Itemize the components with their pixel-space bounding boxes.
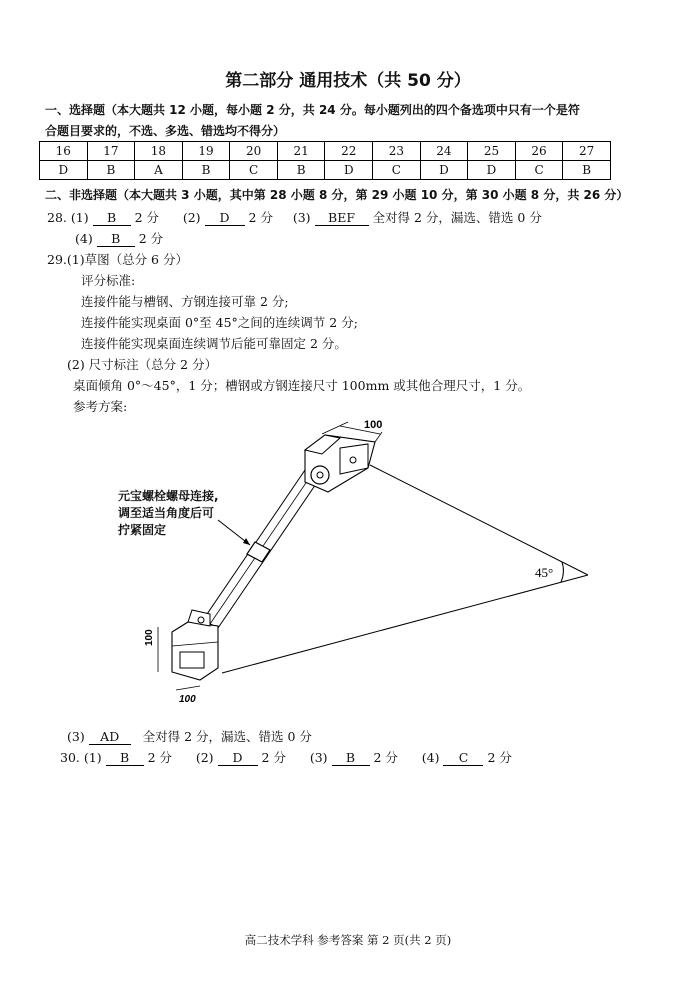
answer-table-number-row bbox=[40, 142, 611, 161]
bottom-bracket bbox=[172, 622, 218, 680]
table-cell: B bbox=[277, 161, 325, 180]
q28-p4-answer: B bbox=[97, 232, 135, 247]
table-cell: 23 bbox=[373, 142, 421, 161]
q28-p3-label: (3) bbox=[292, 210, 311, 225]
q30-p4-label: (4) bbox=[421, 750, 440, 765]
q29-p2-text: 桌面倾角 0°～45°，1 分；槽钢或方钢连接尺寸 100mm 或其他合理尺寸，1 分。 bbox=[73, 378, 531, 393]
bottom-pivot-icon bbox=[198, 617, 204, 623]
page-title: 第二部分 通用技术（共 50 分） bbox=[225, 71, 471, 91]
table-cell: 18 bbox=[135, 142, 183, 161]
dim-line-bottom bbox=[176, 686, 200, 690]
table-cell: C bbox=[373, 161, 421, 180]
q30-p2-answer: D bbox=[218, 751, 258, 766]
bolt-hole-icon bbox=[350, 457, 356, 463]
pivot-hole-icon bbox=[317, 472, 323, 478]
angle-arc bbox=[561, 562, 563, 582]
q29-reference-label: 参考方案: bbox=[73, 399, 128, 414]
table-cell: 20 bbox=[230, 142, 278, 161]
q30-p3-answer: B bbox=[332, 751, 370, 766]
q28-p4-score: 2 分 bbox=[138, 231, 164, 246]
channel-slot bbox=[180, 652, 204, 668]
dim-ext-line bbox=[322, 422, 348, 434]
q28-line2 bbox=[75, 229, 163, 247]
table-cell: D bbox=[325, 161, 373, 180]
q28-p1-answer: B bbox=[93, 211, 131, 226]
dim-bottom-label: 100 bbox=[179, 694, 196, 705]
q30-line bbox=[60, 748, 512, 766]
q30-p1-score: 2 分 bbox=[147, 750, 172, 765]
reference-design-figure bbox=[100, 420, 600, 710]
table-cell: 27 bbox=[563, 142, 611, 161]
table-cell: D bbox=[468, 161, 516, 180]
table-cell: C bbox=[230, 161, 278, 180]
q28-p2-answer: D bbox=[205, 211, 245, 226]
section1-heading-line2: 合题目要求的，不选、多选、错选均不得分） bbox=[45, 124, 286, 138]
q29-head: 29.(1)草图（总分 6 分） bbox=[47, 252, 188, 267]
table-cell: 17 bbox=[87, 142, 135, 161]
page-footer: 高二技术学科 参考答案 第 2 页(共 2 页) bbox=[244, 933, 452, 947]
table-cell: 24 bbox=[420, 142, 468, 161]
q30-p1-label: (1) bbox=[83, 750, 102, 765]
q28-p2-label: (2) bbox=[182, 210, 201, 225]
q30-p2-score: 2 分 bbox=[261, 750, 286, 765]
q30-p4-answer: C bbox=[443, 751, 483, 766]
q29-p3-line bbox=[67, 727, 312, 745]
q28-p4-label: (4) bbox=[75, 231, 93, 246]
figure-note-line3: 拧紧固定 bbox=[118, 523, 167, 537]
table-cell: 22 bbox=[325, 142, 373, 161]
q30-p4-score: 2 分 bbox=[487, 750, 512, 765]
table-cell: A bbox=[135, 161, 183, 180]
q29-p3-score: 全对得 2 分，漏选、错选 0 分 bbox=[142, 729, 312, 744]
q28-p2-score: 2 分 bbox=[248, 210, 273, 225]
q29-criterion-2: 连接件能实现桌面 0°至 45°之间的连续调节 2 分; bbox=[81, 315, 358, 330]
q28-p3-answer: BEF bbox=[315, 211, 369, 226]
q28-number: 28. bbox=[47, 210, 67, 225]
q30-p3-score: 2 分 bbox=[373, 750, 398, 765]
figure-note-line1: 元宝螺栓螺母连接, bbox=[118, 489, 219, 503]
section1-heading-line1: 一、选择题（本大题共 12 小题，每小题 2 分，共 24 分。每小题列出的四个备选项中只有一个是符 bbox=[45, 103, 580, 117]
q28-p3-score: 全对得 2 分，漏选、错选 0 分 bbox=[372, 210, 542, 225]
desk-top-line bbox=[370, 465, 588, 575]
q29-criterion-1: 连接件能与槽钢、方钢连接可靠 2 分; bbox=[81, 294, 289, 309]
base-line bbox=[222, 575, 588, 673]
figure-note-line2: 调至适当角度后可 bbox=[118, 506, 215, 520]
section2-heading: 二、非选择题（本大题共 3 小题，其中第 28 小题 8 分，第 29 小题 10 分，第 30 小题 8 分，共 26 分） bbox=[45, 188, 629, 202]
q30-p2-label: (2) bbox=[195, 750, 214, 765]
q29-p2-head: (2) 尺寸标注（总分 2 分） bbox=[67, 357, 218, 372]
table-cell: 16 bbox=[40, 142, 88, 161]
table-cell: B bbox=[87, 161, 135, 180]
table-cell: 26 bbox=[515, 142, 563, 161]
figure-note bbox=[118, 488, 219, 539]
answer-table-answer-row bbox=[40, 161, 611, 180]
dim-side-label: 100 bbox=[144, 629, 155, 646]
arrow-head-icon bbox=[243, 538, 250, 545]
q30-p3-label: (3) bbox=[309, 750, 328, 765]
q29-p3-label: (3) bbox=[67, 729, 85, 744]
q28-line1 bbox=[47, 208, 542, 226]
answer-table bbox=[39, 141, 611, 180]
q29-criteria-label: 评分标准: bbox=[81, 273, 136, 288]
table-cell: C bbox=[515, 161, 563, 180]
dim-top-label: 100 bbox=[364, 420, 383, 431]
table-cell: 25 bbox=[468, 142, 516, 161]
table-cell: D bbox=[420, 161, 468, 180]
angle-label: 45° bbox=[535, 565, 554, 580]
q28-p1-score: 2 分 bbox=[134, 210, 159, 225]
table-cell: 19 bbox=[182, 142, 230, 161]
table-cell: B bbox=[563, 161, 611, 180]
table-cell: 21 bbox=[277, 142, 325, 161]
q29-p3-answer: AD bbox=[89, 730, 131, 745]
table-cell: B bbox=[182, 161, 230, 180]
q30-p1-answer: B bbox=[106, 751, 144, 766]
q28-p1-label: (1) bbox=[70, 210, 89, 225]
q29-criterion-3: 连接件能实现桌面连续调节后能可靠固定 2 分。 bbox=[81, 336, 347, 351]
q30-number: 30. bbox=[60, 750, 80, 765]
table-cell: D bbox=[40, 161, 88, 180]
